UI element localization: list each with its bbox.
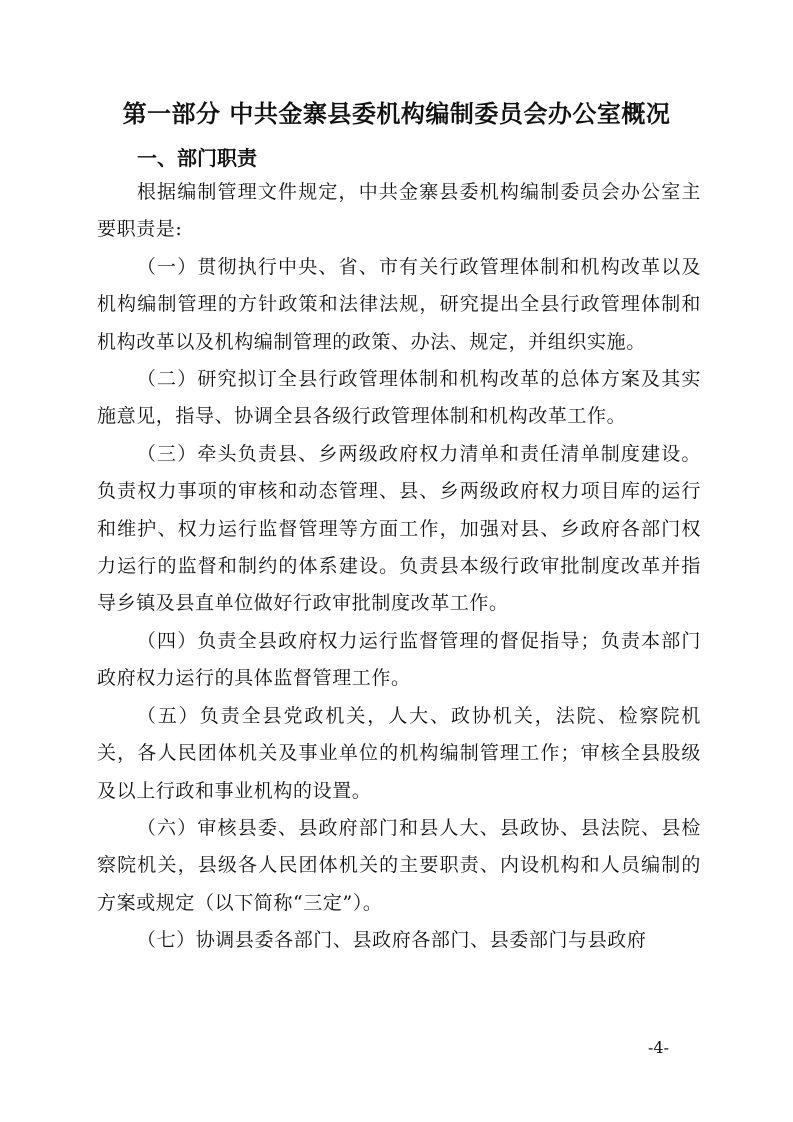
paragraph-duty-7: （七）协调县委各部门、县政府各部门、县委部门与县政府 — [136, 929, 647, 952]
section-heading: 一、部门职责 — [137, 146, 257, 170]
page-number: -4- — [648, 1038, 669, 1057]
paragraph-duty-1: （一）贯彻执行中央、省、市有关行政管理体制和机构改革以及机构编制管理的方针政策和法律法规，研究提出全县行政管理体制和机构改革以及机构编制管理的政策、办法、规定，并组织实施。 — [97, 255, 701, 353]
paragraph-duty-3: （三）牵头负责县、乡两级政府权力清单和责任清单制度建设。负责权力事项的审核和动态管理、县、乡两级政府权力项目库的运行和维护、权力运行监督管理等方面工作，加强对县、乡政府各部门权力运行的监督和制约的体系建设。负责县本级行政审批制度改革并指导乡镇及县直单位做好行政审批制度改革工作。 — [97, 442, 701, 615]
document-title: 第一部分 中共金寨县委机构编制委员会办公室概况 — [122, 99, 671, 128]
paragraph-duty-4: （四）负责全县政府权力运行监督管理的督促指导；负责本部门政府权力运行的具体监督管理工作。 — [97, 629, 701, 690]
document-body — [97, 174, 701, 960]
paragraph-intro: 根据编制管理文件规定，中共金寨县委机构编制委员会办公室主要职责是: — [97, 181, 701, 241]
paragraph-duty-2: （二）研究拟订全县行政管理体制和机构改革的总体方案及其实施意见，指导、协调全县各级行政管理体制和机构改革工作。 — [97, 368, 701, 428]
paragraph-duty-6: （六）审核县委、县政府部门和县人大、县政协、县法院、县检察院机关，县级各人民团体机关的主要职责、内设机构和人员编制的方案或规定（以下简称“三定”）。 — [97, 816, 701, 914]
paragraph-duty-5: （五）负责全县党政机关，人大、政协机关，法院、检察院机关，各人民团体机关及事业单位的机构编制管理工作；审核全县股级及以上行政和事业机构的设置。 — [97, 704, 701, 802]
